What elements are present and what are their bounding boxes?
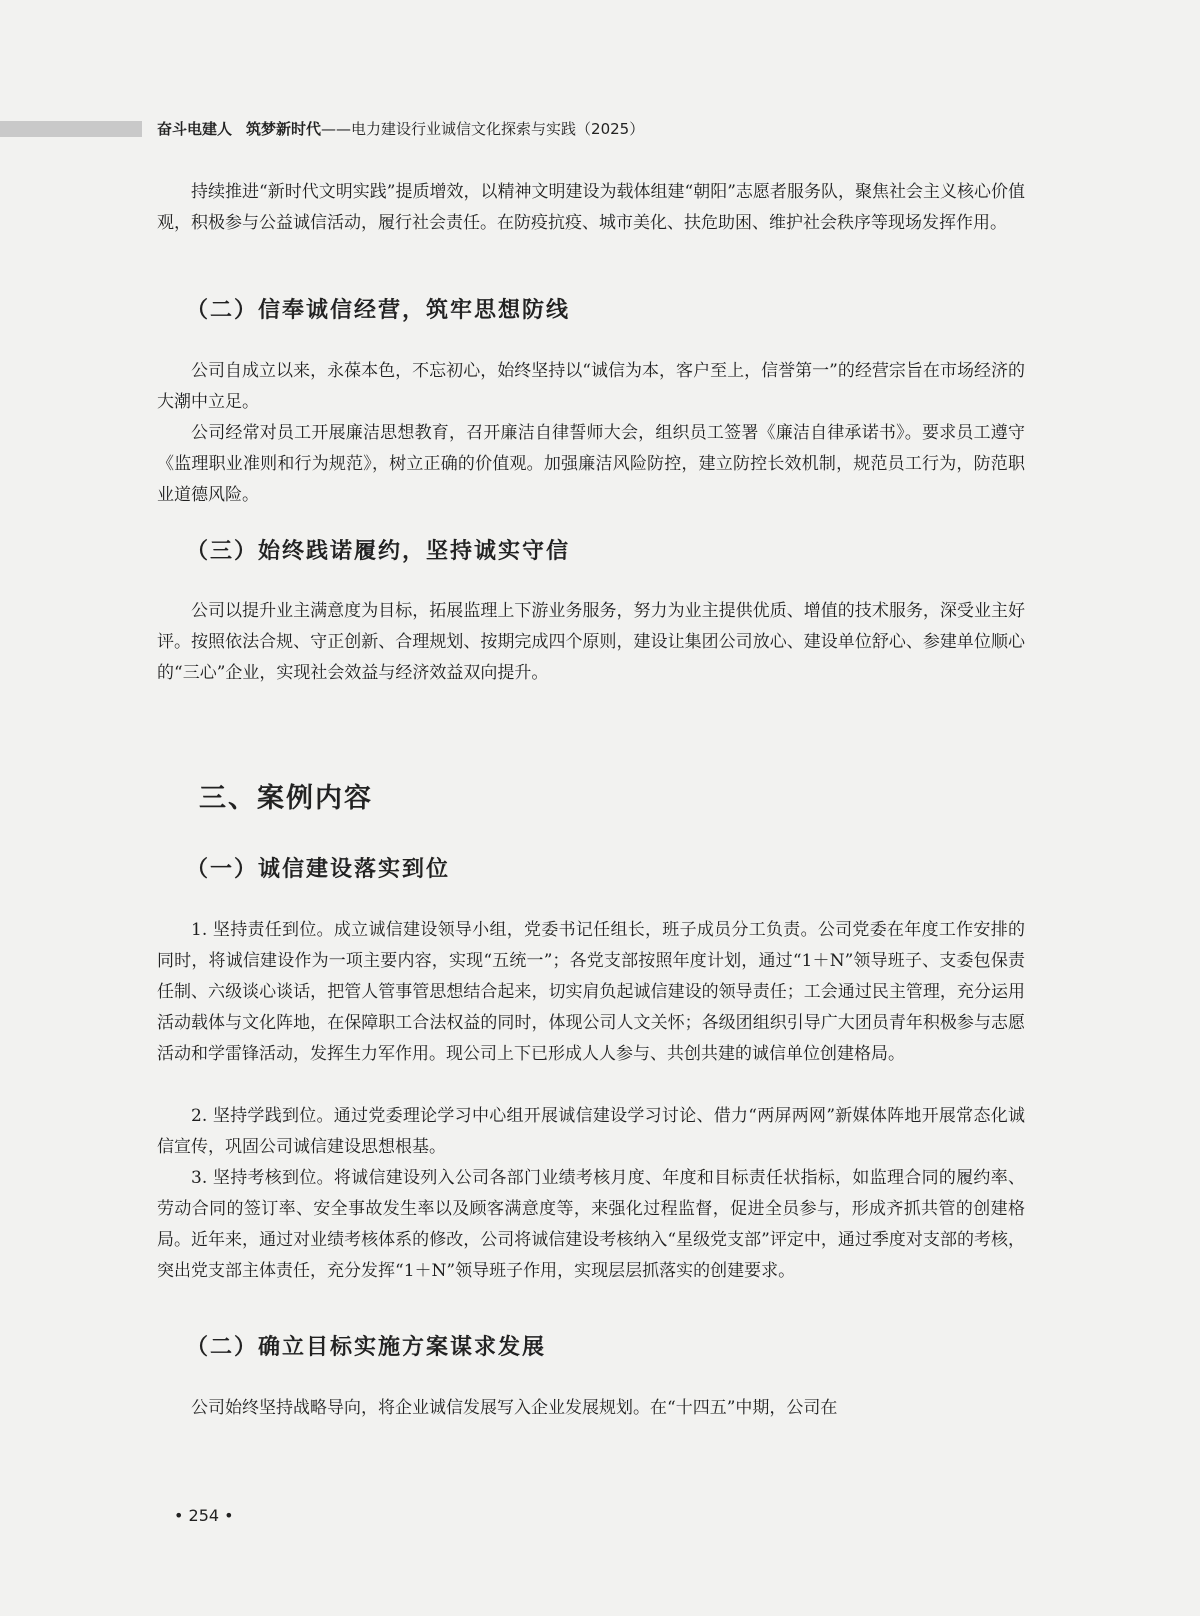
paragraph-responsibility: 1. 坚持责任到位。成立诚信建设领导小组，党委书记任组长，班子成员分工负责。公司党委在年度工作安排的同时，将诚信建设作为一项主要内容，实现“五统一”；各党支部按照年度计划，通过“1＋N”领导班子、支委包保责任制、六级谈心谈话，把管人管事管思想结合起来，切实肩负起诚信建设的领导责任；工会通过民主管理，充分运用活动载体与文化阵地，在保障职工合法权益的同时，体现公司人文关怀；各级团组织引导广大团员青年积极参与志愿活动和学雷锋活动，发挥生力军作用。现公司上下已形成人人参与、共创共建的诚信单位创建格局。	[157, 920, 1025, 1064]
paragraph-intro: 持续推进“新时代文明实践”提质增效，以精神文明建设为载体组建“朝阳”志愿者服务队，聚焦社会主义核心价值观，积极参与公益诚信活动，履行社会责任。在防疫抗疫、城市美化、扶危助困、维护社会秩序等现场发挥作用。	[157, 182, 1025, 233]
paragraph-strategy: 公司始终坚持战略导向，将企业诚信发展写入企业发展规划。在“十四五”中期，公司在	[191, 1398, 838, 1418]
header-gray-bar	[0, 121, 142, 137]
paragraph-operation-1: 公司自成立以来，永葆本色，不忘初心，始终坚持以“诚信为本，客户至上，信誉第一”的经营宗旨在市场经济的大潮中立足。	[157, 361, 1025, 412]
paragraph-learning: 2. 坚持学践到位。通过党委理论学习中心组开展诚信建设学习讨论、借力“两屏两网”新媒体阵地开展常态化诚信宣传，巩固公司诚信建设思想根基。	[157, 1106, 1025, 1157]
running-header	[157, 118, 644, 140]
header-title-part2: 筑梦新时代	[246, 120, 322, 138]
paragraph-operation-2: 公司经常对员工开展廉洁思想教育，召开廉洁自律誓师大会，组织员工签署《廉洁自律承诺书》。要求员工遵守《监理职业准则和行为规范》，树立正确的价值观。加强廉洁风险防控，建立防控长效机制，规范员工行为，防范职业道德风险。	[157, 423, 1025, 505]
heading-goal-setting: （二）确立目标实施方案谋求发展	[186, 1335, 547, 1360]
heading-keep-promise: （三）始终践诺履约，坚持诚实守信	[186, 539, 571, 564]
paragraph-keep-promise: 公司以提升业主满意度为目标，拓展监理上下游业务服务，努力为业主提供优质、增值的技术服务，深受业主好评。按照依法合规、守正创新、合理规划、按期完成四个原则，建设让集团公司放心、建设单位舒心、参建单位顺心的“三心”企业，实现社会效益与经济效益双向提升。	[157, 601, 1025, 683]
heading-integrity-operation: （二）信奉诚信经营，筑牢思想防线	[186, 298, 571, 323]
heading-integrity-building: （一）诚信建设落实到位	[186, 857, 451, 882]
header-title-part1: 奋斗电建人	[157, 120, 233, 138]
page-number: • 254 •	[174, 1506, 234, 1525]
section-title: 三、案例内容	[199, 783, 373, 814]
header-subtitle: ——电力建设行业诚信文化探索与实践（2025）	[321, 120, 645, 138]
paragraph-assessment: 3. 坚持考核到位。将诚信建设列入公司各部门业绩考核月度、年度和目标责任状指标，如监理合同的履约率、劳动合同的签订率、安全事故发生率以及顾客满意度等，来强化过程监督，促进全员参与，形成齐抓共管的创建格局。近年来，通过对业绩考核体系的修改，公司将诚信建设考核纳入“星级党支部”评定中，通过季度对支部的考核，突出党支部主体责任，充分发挥“1＋N”领导班子作用，实现层层抓落实的创建要求。	[157, 1168, 1025, 1281]
